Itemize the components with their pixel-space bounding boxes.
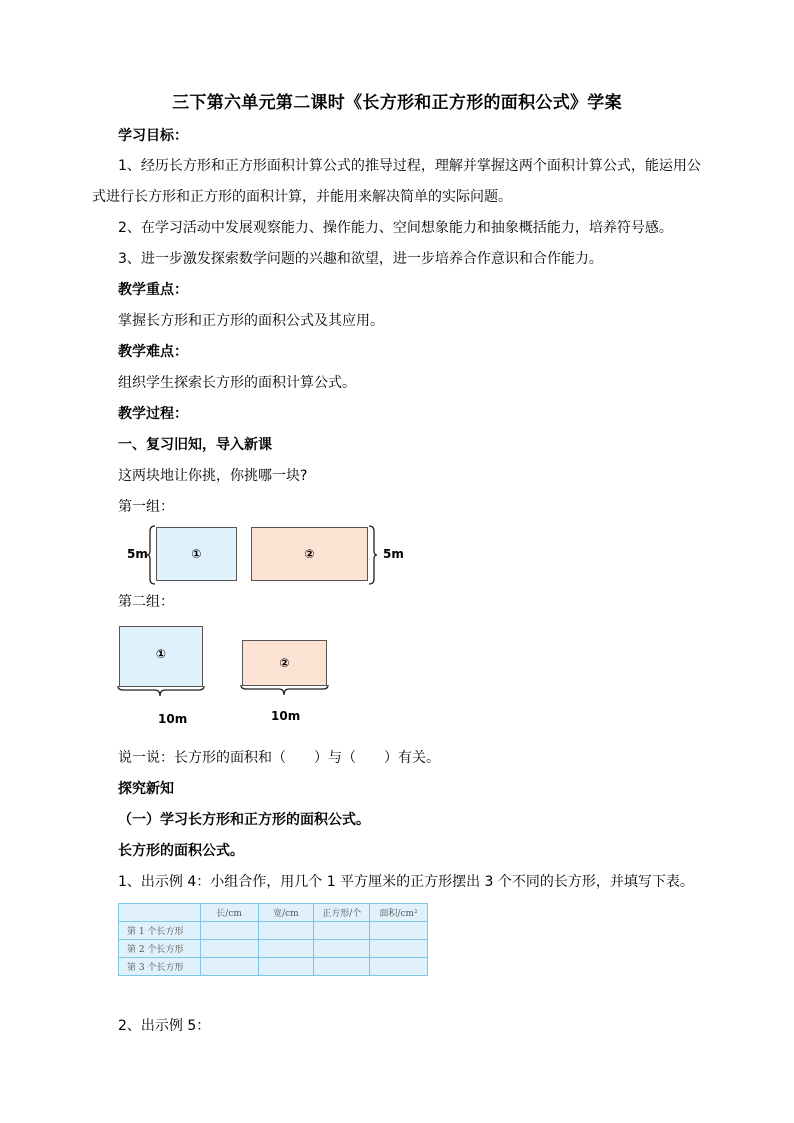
- group1-plot-1: [156, 527, 237, 581]
- bottom-brace-left: [117, 684, 205, 698]
- table-cell[interactable]: [200, 940, 258, 958]
- table-cell[interactable]: [314, 958, 370, 976]
- plot-number: ①: [191, 547, 202, 561]
- table-header-cell: 长/cm: [200, 904, 258, 922]
- objective-1-line-1: 1、经历长方形和正方形面积计算公式的推导过程，理解并掌握这两个面积计算公式，能运用公: [118, 158, 701, 174]
- plot-number: ②: [304, 547, 315, 561]
- table-header-cell: 宽/cm: [258, 904, 314, 922]
- key-point-heading: 教学重点：: [118, 282, 188, 298]
- example-4-text: 1、出示例 4：小组合作，用几个 1 平方厘米的正方形摆出 3 个不同的长方形，并填写下表。: [118, 874, 694, 890]
- page-title: 三下第六单元第二课时《长方形和正方形的面积公式》学案: [172, 93, 622, 113]
- group2-plot-1: [119, 626, 203, 687]
- bottom-brace-right: [240, 683, 330, 697]
- table-cell[interactable]: [370, 922, 428, 940]
- explore-heading: 探究新知: [118, 781, 174, 797]
- row-label: 第 2 个长方形: [119, 940, 201, 958]
- table-cell[interactable]: [258, 922, 314, 940]
- table-row: [119, 922, 428, 940]
- table-header-row: [119, 904, 428, 922]
- objective-1-line-2: 式进行长方形和正方形的面积计算，并能用来解决简单的实际问题。: [92, 189, 512, 205]
- table-row: [119, 958, 428, 976]
- process-heading: 教学过程：: [118, 406, 188, 422]
- table-cell[interactable]: [200, 958, 258, 976]
- table-cell[interactable]: [258, 958, 314, 976]
- objectives-heading: 学习目标：: [118, 128, 188, 144]
- discuss-text: 说一说：长方形的面积和（ ）与（ ）有关。: [118, 750, 440, 766]
- group1-label: 第一组：: [118, 499, 174, 515]
- group2-label: 第二组：: [118, 594, 174, 610]
- group2-plot-2: [242, 640, 327, 686]
- table-header-cell: [119, 904, 201, 922]
- row-label: 第 1 个长方形: [119, 922, 201, 940]
- question-text: 这两块地让你挑，你挑哪一块?: [118, 468, 308, 484]
- example-5-text: 2、出示例 5：: [118, 1018, 211, 1034]
- row-label: 第 3 个长方形: [119, 958, 201, 976]
- table-cell[interactable]: [258, 940, 314, 958]
- subsection-formula: （一）学习长方形和正方形的面积公式。: [118, 812, 370, 828]
- table-header-cell: 面积/cm²: [370, 904, 428, 922]
- group1-dim-left: 5m: [127, 547, 148, 561]
- key-point-text: 掌握长方形和正方形的面积公式及其应用。: [118, 313, 384, 329]
- table-cell[interactable]: [370, 940, 428, 958]
- difficulty-text: 组织学生探索长方形的面积计算公式。: [118, 375, 356, 391]
- group2-dim-right: 10m: [271, 709, 301, 723]
- right-brace: [367, 525, 379, 585]
- plot-number: ②: [279, 656, 290, 670]
- difficulty-heading: 教学难点：: [118, 344, 188, 360]
- plot-number: ①: [155, 646, 167, 661]
- objective-3: 3、进一步激发探索数学问题的兴趣和欲望，进一步培养合作意识和合作能力。: [118, 251, 603, 267]
- group1-plot-2: [251, 527, 368, 581]
- table-cell[interactable]: [314, 922, 370, 940]
- table-row: [119, 940, 428, 958]
- rect-formula-heading: 长方形的面积公式。: [118, 843, 244, 859]
- group2-dim-left: 10m: [158, 712, 188, 726]
- table-cell[interactable]: [370, 958, 428, 976]
- fill-in-table: [118, 903, 428, 976]
- section-review: 一、复习旧知，导入新课: [118, 437, 272, 453]
- group1-dim-right: 5m: [383, 547, 404, 561]
- table-header-cell: 正方形/个: [314, 904, 370, 922]
- table-cell[interactable]: [200, 922, 258, 940]
- table-cell[interactable]: [314, 940, 370, 958]
- objective-2: 2、在学习活动中发展观察能力、操作能力、空间想象能力和抽象概括能力，培养符号感。: [118, 220, 673, 236]
